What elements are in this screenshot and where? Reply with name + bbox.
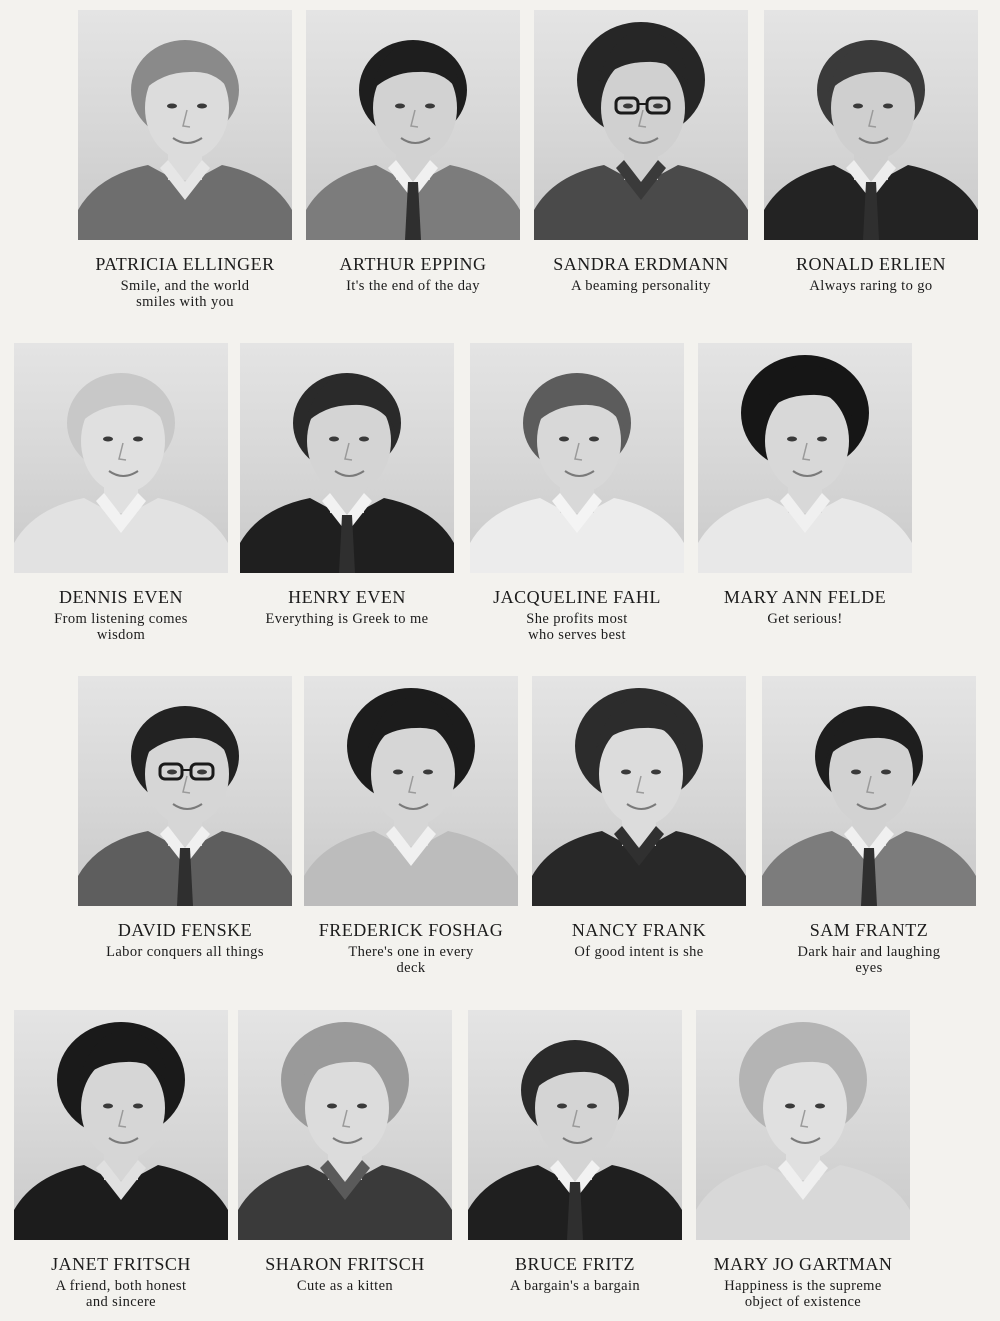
student-motto: Labor conquers all things (106, 944, 264, 960)
student-name: FREDERICK FOSHAG (318, 920, 504, 940)
student-motto: A friend, both honest and sincere (55, 1278, 187, 1310)
student-portrait-photo (14, 1010, 228, 1240)
portrait-silhouette (696, 1010, 910, 1240)
student-name: DENNIS EVEN (59, 587, 183, 607)
student-motto: Everything is Greek to me (265, 611, 429, 627)
student-portrait-photo (534, 10, 748, 240)
student-motto: There's one in every deck (348, 944, 474, 976)
student-name: NANCY FRANK (571, 920, 707, 940)
student-portrait-photo (306, 10, 520, 240)
student-name: DAVID FENSKE (117, 920, 253, 940)
student-name: SAM FRANTZ (809, 920, 929, 940)
student-portrait-photo (14, 343, 228, 573)
student-name: BRUCE FRITZ (514, 1254, 635, 1274)
student-motto: Dark hair and laughing eyes (797, 944, 941, 976)
student-portrait-photo (238, 1010, 452, 1240)
student-motto: From listening comes wisdom (54, 611, 188, 643)
student-motto: Cute as a kitten (296, 1278, 394, 1294)
portrait-silhouette (468, 1010, 682, 1240)
student-portrait-photo (764, 10, 978, 240)
student-portrait-photo (470, 343, 684, 573)
portrait-silhouette (762, 676, 976, 906)
portrait-silhouette (78, 10, 292, 240)
student-portrait-photo (78, 10, 292, 240)
student-name: MARY ANN FELDE (723, 587, 887, 607)
student-motto: A bargain's a bargain (509, 1278, 641, 1294)
portrait-silhouette (304, 676, 518, 906)
student-motto: Smile, and the world smiles with you (120, 278, 250, 310)
portrait-silhouette (14, 343, 228, 573)
student-portrait-photo (468, 1010, 682, 1240)
student-motto: Get serious! (767, 611, 843, 627)
student-motto: Of good intent is she (574, 944, 704, 960)
student-motto: Happiness is the supreme object of existence (724, 1278, 882, 1310)
student-name: HENRY EVEN (288, 587, 406, 607)
student-portrait-photo (304, 676, 518, 906)
student-portrait-photo (240, 343, 454, 573)
student-motto: Always raring to go (809, 278, 933, 294)
student-portrait-photo (698, 343, 912, 573)
student-name: PATRICIA ELLINGER (95, 254, 275, 274)
portrait-silhouette (78, 676, 292, 906)
student-portrait-photo (696, 1010, 910, 1240)
student-name: JACQUELINE FAHL (493, 587, 661, 607)
portrait-silhouette (238, 1010, 452, 1240)
student-name: SANDRA ERDMANN (553, 254, 729, 274)
student-name: JANET FRITSCH (51, 1254, 191, 1274)
portrait-silhouette (698, 343, 912, 573)
student-name: SHARON FRITSCH (265, 1254, 425, 1274)
portrait-silhouette (306, 10, 520, 240)
portrait-silhouette (534, 10, 748, 240)
student-motto: She profits most who serves best (526, 611, 628, 643)
student-name: ARTHUR EPPING (339, 254, 487, 274)
student-name: RONALD ERLIEN (796, 254, 946, 274)
portrait-silhouette (532, 676, 746, 906)
portrait-silhouette (764, 10, 978, 240)
student-motto: A beaming personality (571, 278, 711, 294)
student-portrait-photo (762, 676, 976, 906)
student-name: MARY JO GARTMAN (713, 1254, 893, 1274)
portrait-silhouette (14, 1010, 228, 1240)
student-portrait-photo (532, 676, 746, 906)
student-motto: It's the end of the day (346, 278, 480, 294)
portrait-silhouette (470, 343, 684, 573)
student-portrait-photo (78, 676, 292, 906)
portrait-silhouette (240, 343, 454, 573)
